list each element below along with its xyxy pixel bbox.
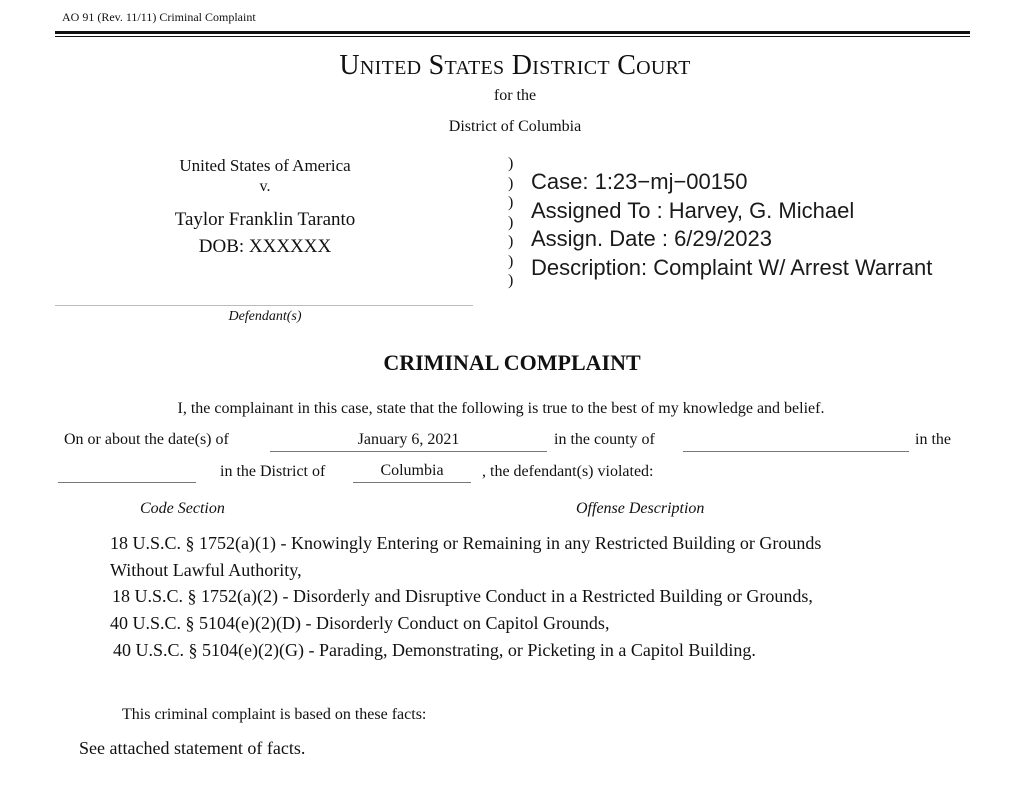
date-field[interactable]: January 6, 2021 [270, 431, 547, 452]
header-rule-thin [55, 36, 970, 37]
state-field[interactable] [58, 462, 196, 483]
district-field[interactable]: Columbia [353, 462, 471, 483]
facts-text: See attached statement of facts. [79, 738, 306, 758]
assigned-judge: Assigned To : Harvey, G. Michael [531, 197, 855, 223]
code-section-header: Code Section [140, 500, 225, 517]
facts-intro: This criminal complaint is based on these facts: [122, 706, 427, 723]
date-prefix: On or about the date(s) of [64, 431, 229, 448]
assign-date: Assign. Date : 6/29/2023 [531, 226, 772, 251]
paren: ) [508, 272, 514, 289]
violated-suffix: , the defendant(s) violated: [482, 463, 654, 480]
paren: ) [508, 233, 514, 250]
defendant-label: Defendant(s) [228, 309, 302, 324]
case-description: Description: Complaint W/ Arrest Warrant [531, 254, 933, 280]
offense-line: Without Lawful Authority, [110, 560, 302, 580]
offense-line: 40 U.S.C. § 5104(e)(2)(G) - Parading, Demonstrating, or Picketing in a Capitol Building. [113, 640, 756, 660]
versus-label: v. [259, 178, 271, 195]
offense-line: 18 U.S.C. § 1752(a)(2) - Disorderly and Disruptive Conduct in a Restricted Building or Grounds, [112, 586, 813, 606]
county-prefix: in the county of [554, 431, 655, 448]
paren: ) [508, 155, 514, 172]
complaint-intro: I, the complainant in this case, state that the following is true to the best of my knowledge and belief. [177, 400, 825, 417]
paren: ) [508, 174, 514, 192]
defendant-name: Taylor Franklin Taranto [174, 209, 356, 230]
court-district: District of Columbia [448, 118, 582, 135]
complaint-title: CRIMINAL COMPLAINT [383, 350, 641, 375]
defendant-dob: DOB: XXXXXX [198, 236, 332, 257]
court-title: United States District Court [339, 50, 691, 81]
paren: ) [508, 252, 514, 270]
form-identifier: AO 91 (Rev. 11/11) Criminal Complaint [62, 10, 256, 24]
caption-parentheses [508, 154, 513, 291]
defendant-divider [55, 305, 473, 306]
court-for-the: for the [493, 87, 537, 104]
case-number: Case: 1:23−mj−00150 [531, 169, 748, 194]
offense-description-header: Offense Description [576, 500, 705, 517]
paren: ) [508, 213, 514, 231]
paren: ) [508, 194, 514, 211]
district-prefix: in the District of [220, 463, 326, 480]
county-field[interactable] [683, 431, 909, 452]
in-the-label: in the [915, 431, 951, 448]
header-rule-thick [55, 31, 970, 34]
case-stamp [531, 168, 932, 282]
offense-line: 40 U.S.C. § 5104(e)(2)(D) - Disorderly Conduct on Capitol Grounds, [110, 613, 610, 633]
plaintiff-name: United States of America [179, 156, 351, 175]
offense-line: 18 U.S.C. § 1752(a)(1) - Knowingly Entering or Remaining in any Restricted Building or Grounds [110, 533, 822, 553]
